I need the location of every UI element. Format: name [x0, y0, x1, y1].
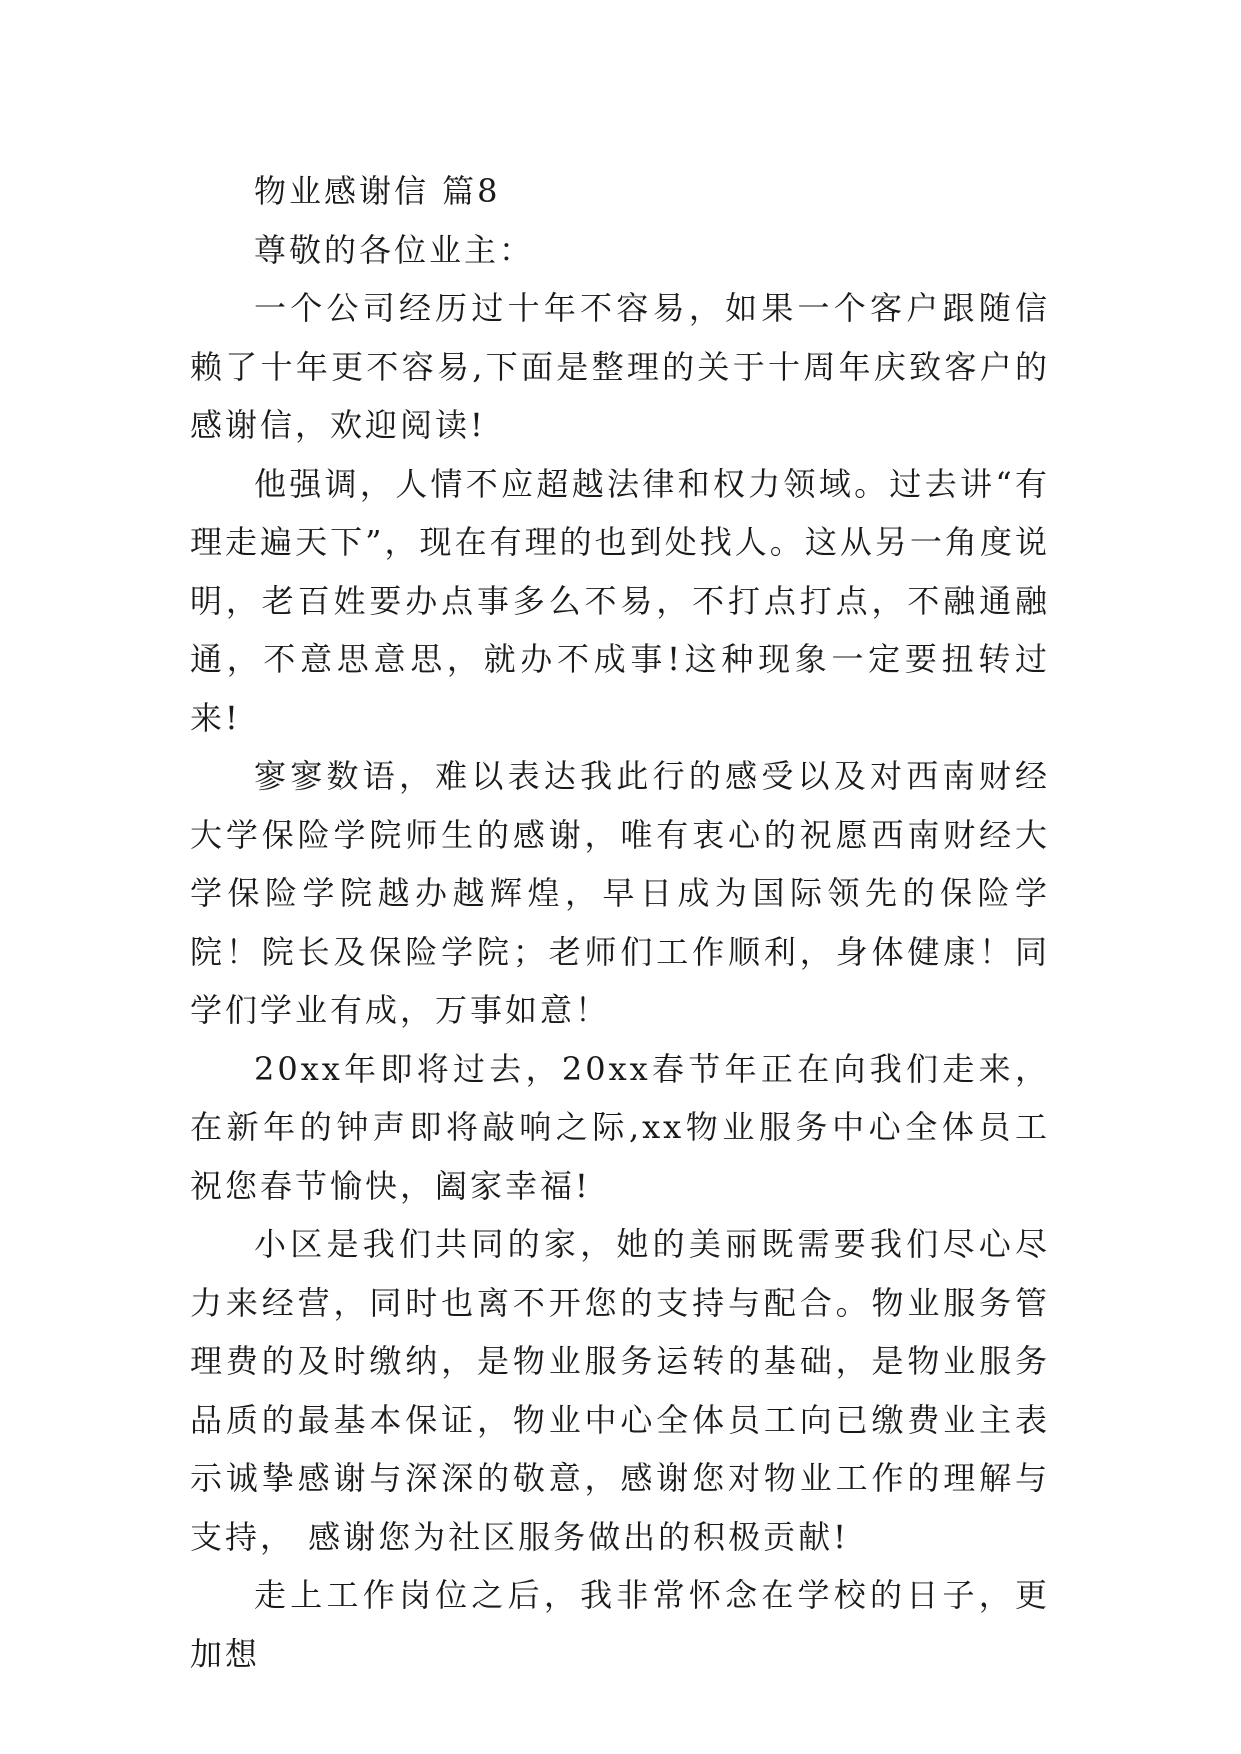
paragraph-5: 小区是我们共同的家，她的美丽既需要我们尽心尽力来经营，同时也离不开您的支持与配合。物业服务管理费的及时缴纳，是物业服务运转的基础，是物业服务品质的最基本保证，物业中心全体员工向已缴费业主表示诚挚感谢与深深的敬意，感谢您对物业工作的理解与支持， 感谢您为社区服务做出的积极贡献!	[190, 1225, 1050, 1556]
paragraph-6: 走上工作岗位之后，我非常怀念在学校的日子，更加想	[190, 1576, 1050, 1673]
document-body	[190, 162, 1050, 1683]
paragraph-3: 寥寥数语，难以表达我此行的感受以及对西南财经大学保险学院师生的感谢，唯有衷心的祝愿西南财经大学保险学院越办越辉煌，早日成为国际领先的保险学院！院长及保险学院；老师们工作顺利，身体健康！同学们学业有成，万事如意！	[190, 757, 1050, 1029]
paragraph-1: 一个公司经历过十年不容易，如果一个客户跟随信赖了十年更不容易,下面是整理的关于十周年庆致客户的感谢信，欢迎阅读!	[190, 289, 1050, 444]
salutation: 尊敬的各位业主：	[254, 230, 535, 269]
paragraph-4: 20xx年即将过去，20xx春节年正在向我们走来，在新年的钟声即将敲响之际,xx物业服务中心全体员工祝您春节愉快，阖家幸福!	[190, 1049, 1050, 1205]
paragraph-2: 他强调，人情不应超越法律和权力领域。过去讲“有理走遍天下”，现在有理的也到处找人。这从另一角度说明，老百姓要办点事多么不易，不打点打点，不融通融通，不意思意思，就办不成事!这种现象一定要扭转过来!	[190, 464, 1050, 737]
document-title: 物业感谢信 篇8	[254, 172, 501, 210]
